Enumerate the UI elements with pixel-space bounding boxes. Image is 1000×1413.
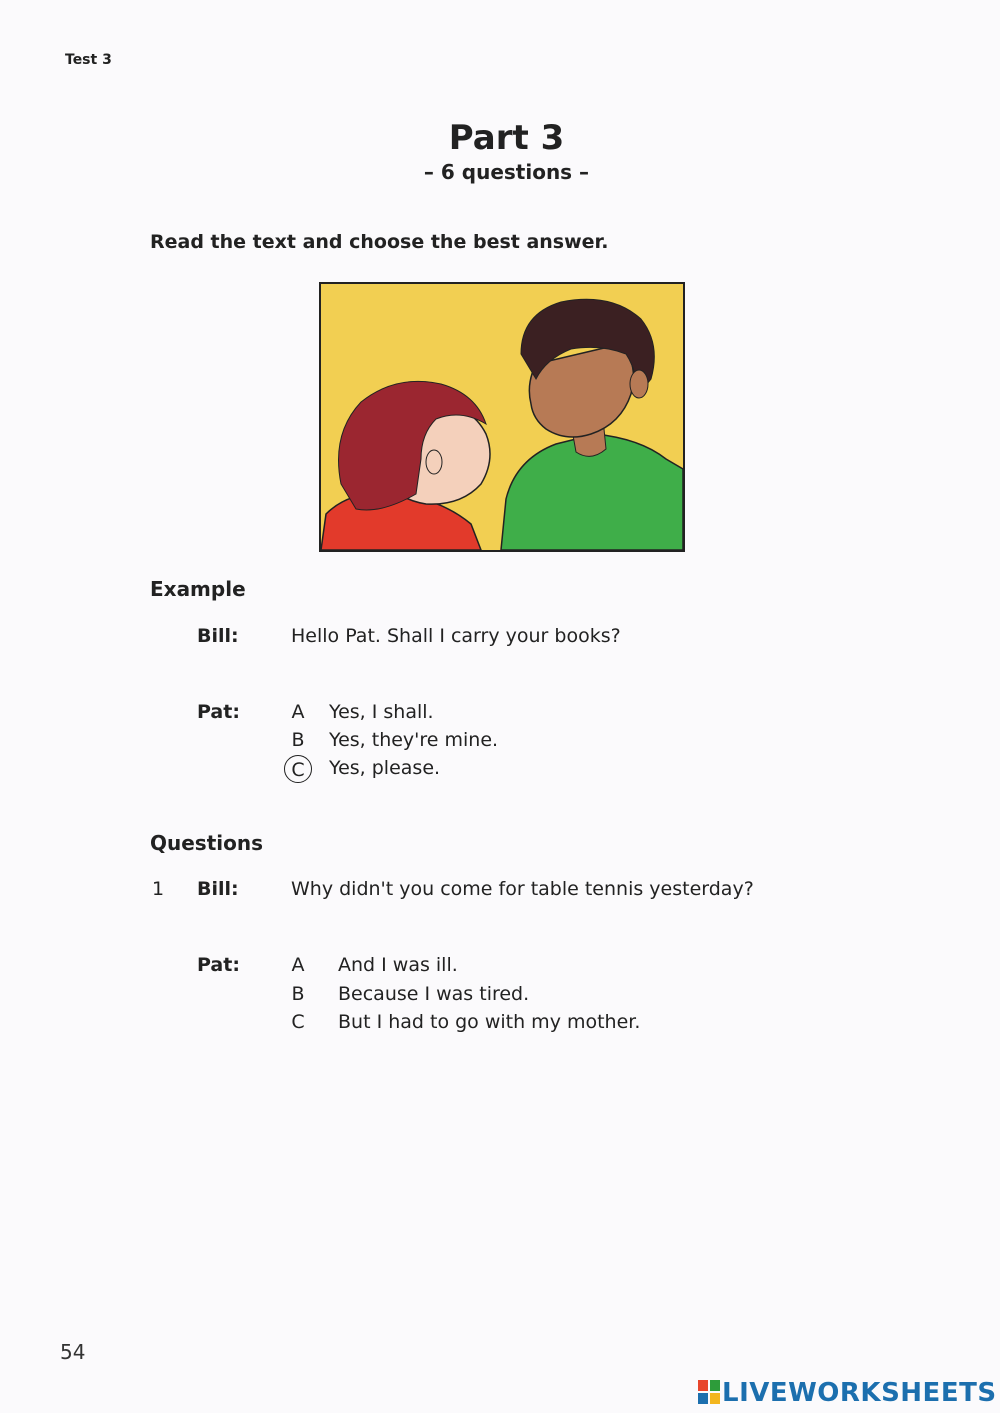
example-option-text: Yes, they're mine. [329, 729, 499, 751]
answer-option-c-text[interactable]: But I had to go with my mother. [338, 1011, 641, 1033]
question-pat-label: Pat: [197, 954, 240, 976]
answer-option-c[interactable]: C [291, 1011, 305, 1033]
test-label: Test 3 [65, 52, 112, 68]
example-option-letter: A [291, 701, 305, 723]
answer-option-a-text[interactable]: And I was ill. [338, 954, 458, 976]
answer-option-b-text[interactable]: Because I was tired. [338, 983, 530, 1005]
question-number: 1 [152, 878, 165, 900]
example-pat-label: Pat: [197, 701, 240, 723]
liveworksheets-brand: LIVEWORKSHEETS [722, 1378, 997, 1408]
page-subtitle: – 6 questions – [423, 160, 590, 184]
questions-heading: Questions [150, 831, 264, 855]
example-heading: Example [150, 577, 246, 601]
page-title: Part 3 [448, 118, 565, 158]
question-bill-line: Why didn't you come for table tennis yesterday? [291, 878, 754, 900]
page-number: 54 [60, 1340, 86, 1364]
question-bill-label: Bill: [197, 878, 239, 900]
liveworksheets-logo-icon [698, 1380, 720, 1404]
example-bill-label: Bill: [197, 625, 239, 647]
example-bill-line: Hello Pat. Shall I carry your books? [291, 625, 621, 647]
instruction-text: Read the text and choose the best answer. [150, 231, 609, 253]
illustration-girl-and-boy [319, 282, 685, 552]
example-option-letter-circled: C [284, 755, 312, 783]
example-option-text: Yes, I shall. [329, 701, 434, 723]
answer-option-b[interactable]: B [291, 983, 305, 1005]
example-option-text: Yes, please. [329, 757, 441, 779]
answer-option-a[interactable]: A [291, 954, 305, 976]
example-option-letter: B [291, 729, 305, 751]
